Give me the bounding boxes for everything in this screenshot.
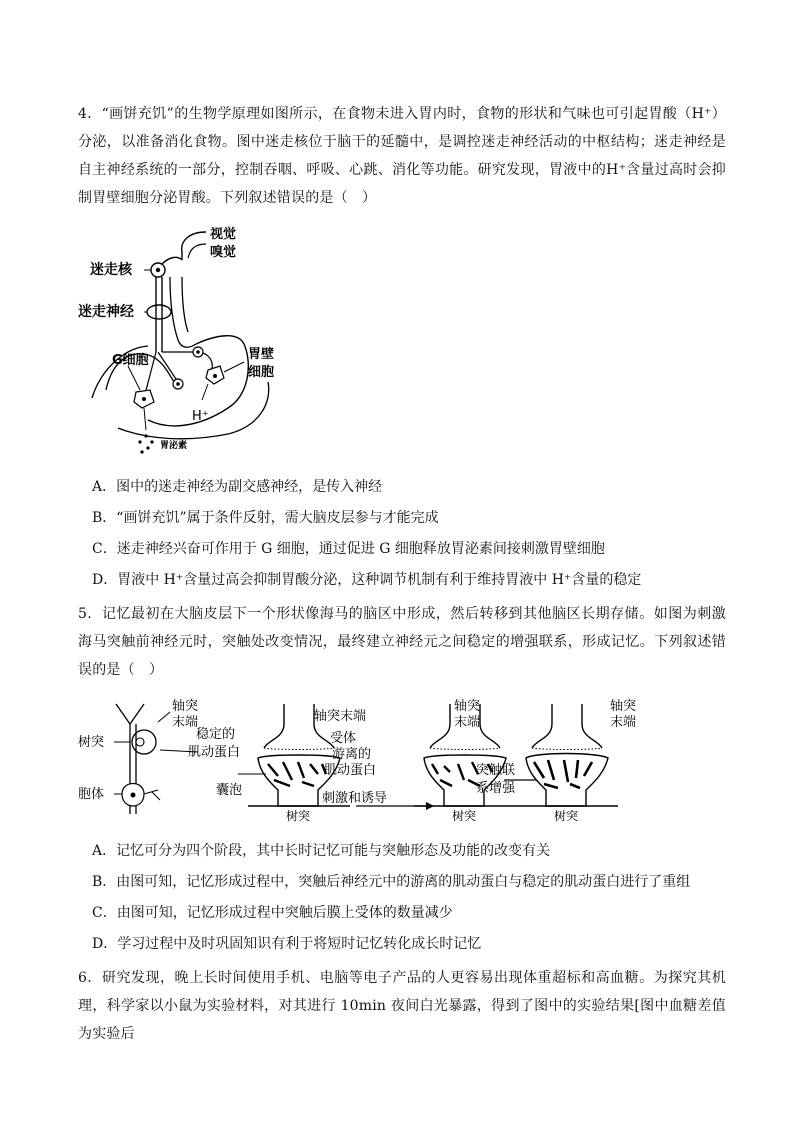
label-dendrite-b: 树突	[452, 809, 477, 823]
label-axon: 轴突	[172, 699, 199, 714]
q5-option-b: B．由图可知，记忆形成过程中，突触后神经元中的游离的肌动蛋白与稳定的肌动蛋白进行了重组	[92, 874, 691, 890]
question-4-stem: 4．“画饼充饥”的生物学原理如图所示，在食物未进入胃内时，食物的形状和气味也可引起胃酸（H⁺）分泌，以准备消化食物。图中迷走核位于脑干的延髓中，是调控迷走神经活动的中枢结构；迷走神经是自主神经系统的一部分，控制吞咽、呼吸、心跳、消化等功能。研究发现，胃液中的H⁺含量过高时会抑制胃壁细胞分泌胃酸。下列叙述错误的是（ ）	[78, 106, 726, 206]
q5-option-d: D．学习过程中及时巩固知识有利于将短时记忆转化成长时记忆	[92, 936, 482, 952]
label-smell: 嗅觉	[210, 245, 237, 260]
label-axon-terminal: 末端	[172, 715, 199, 730]
label-synapse-enhance-2: 系增强	[476, 781, 516, 796]
label-free-actin-1: 游离的	[332, 747, 372, 762]
label-receptor: 受体	[330, 731, 357, 746]
label-stable-actin-1: 稳定的	[196, 727, 236, 742]
question-5-stem: 5．记忆最初在大脑皮层下一个形状像海马的脑区中形成，然后转移到其他脑区长期存储。如图为刺激海马突触前神经元时，突触处改变情况，最终建立神经元之间稳定的增强联系，形成记忆。下列叙述错误的是（ ）	[78, 606, 726, 678]
label-axon-c1: 轴突	[610, 699, 637, 714]
label-synapse-enhance-1: 突触联	[476, 763, 516, 778]
label-axon-terminal-main: 轴突末端	[314, 709, 367, 724]
label-stable-actin-2: 肌动蛋白	[188, 745, 241, 760]
q4-option-b: B．“画饼充饥”属于条件反射，需大脑皮层参与才能完成	[92, 510, 439, 526]
label-dendrite-a: 树突	[286, 809, 311, 823]
label-stimulation: 刺激和诱导	[322, 791, 388, 806]
q4-option-d: D．胃液中 H⁺含量过高会抑制胃酸分泌，这种调节机制有利于维持胃液中 H⁺含量的稳定	[92, 572, 642, 588]
label-axon-c2: 末端	[610, 715, 637, 730]
q5-option-a: A．记忆可分为四个阶段，其中长时记忆可能与突触形态及功能的改变有关	[92, 843, 551, 859]
q5-option-c: C．由图可知，记忆形成过程中突触后膜上受体的数量减少	[92, 905, 453, 921]
label-vision: 视觉	[210, 227, 237, 242]
figure-vagus-stomach	[78, 222, 318, 472]
label-axon-b2: 末端	[454, 715, 481, 730]
label-gastrin: 胃泌素	[160, 441, 188, 451]
q4-option-c: C．迷走神经兴奋可作用于 G 细胞，通过促进 G 细胞释放胃泌素间接刺激胃壁细胞	[92, 541, 605, 557]
label-parietal-cell-2: 细胞	[248, 365, 275, 380]
label-free-actin-2: 肌动蛋白	[324, 763, 377, 778]
label-h-plus: H⁺	[192, 409, 209, 424]
label-g-cell: G细胞	[112, 353, 149, 368]
label-vesicle: 囊泡	[216, 783, 243, 798]
label-parietal-cell-1: 胃壁	[248, 347, 275, 362]
figure-synapse-memory	[78, 694, 728, 824]
label-dendrite-c: 树突	[554, 809, 579, 823]
label-axon-b1: 轴突	[454, 699, 481, 714]
label-vagus-nerve: 迷走神经	[78, 304, 134, 320]
q4-option-a: A．图中的迷走神经为副交感神经，是传入神经	[92, 479, 383, 495]
label-dendrite-left: 树突	[78, 735, 105, 750]
label-vagal-nucleus: 迷走核	[90, 262, 132, 278]
question-6-stem: 6．研究发现，晚上长时间使用手机、电脑等电子产品的人更容易出现体重超标和高血糖。为探究其机理，科学家以小鼠为实验材料，对其进行 10min 夜间白光暴露，得到了图中的实验结果[图中血糖差值为实验后	[78, 970, 726, 1042]
label-soma: 胞体	[78, 787, 105, 802]
